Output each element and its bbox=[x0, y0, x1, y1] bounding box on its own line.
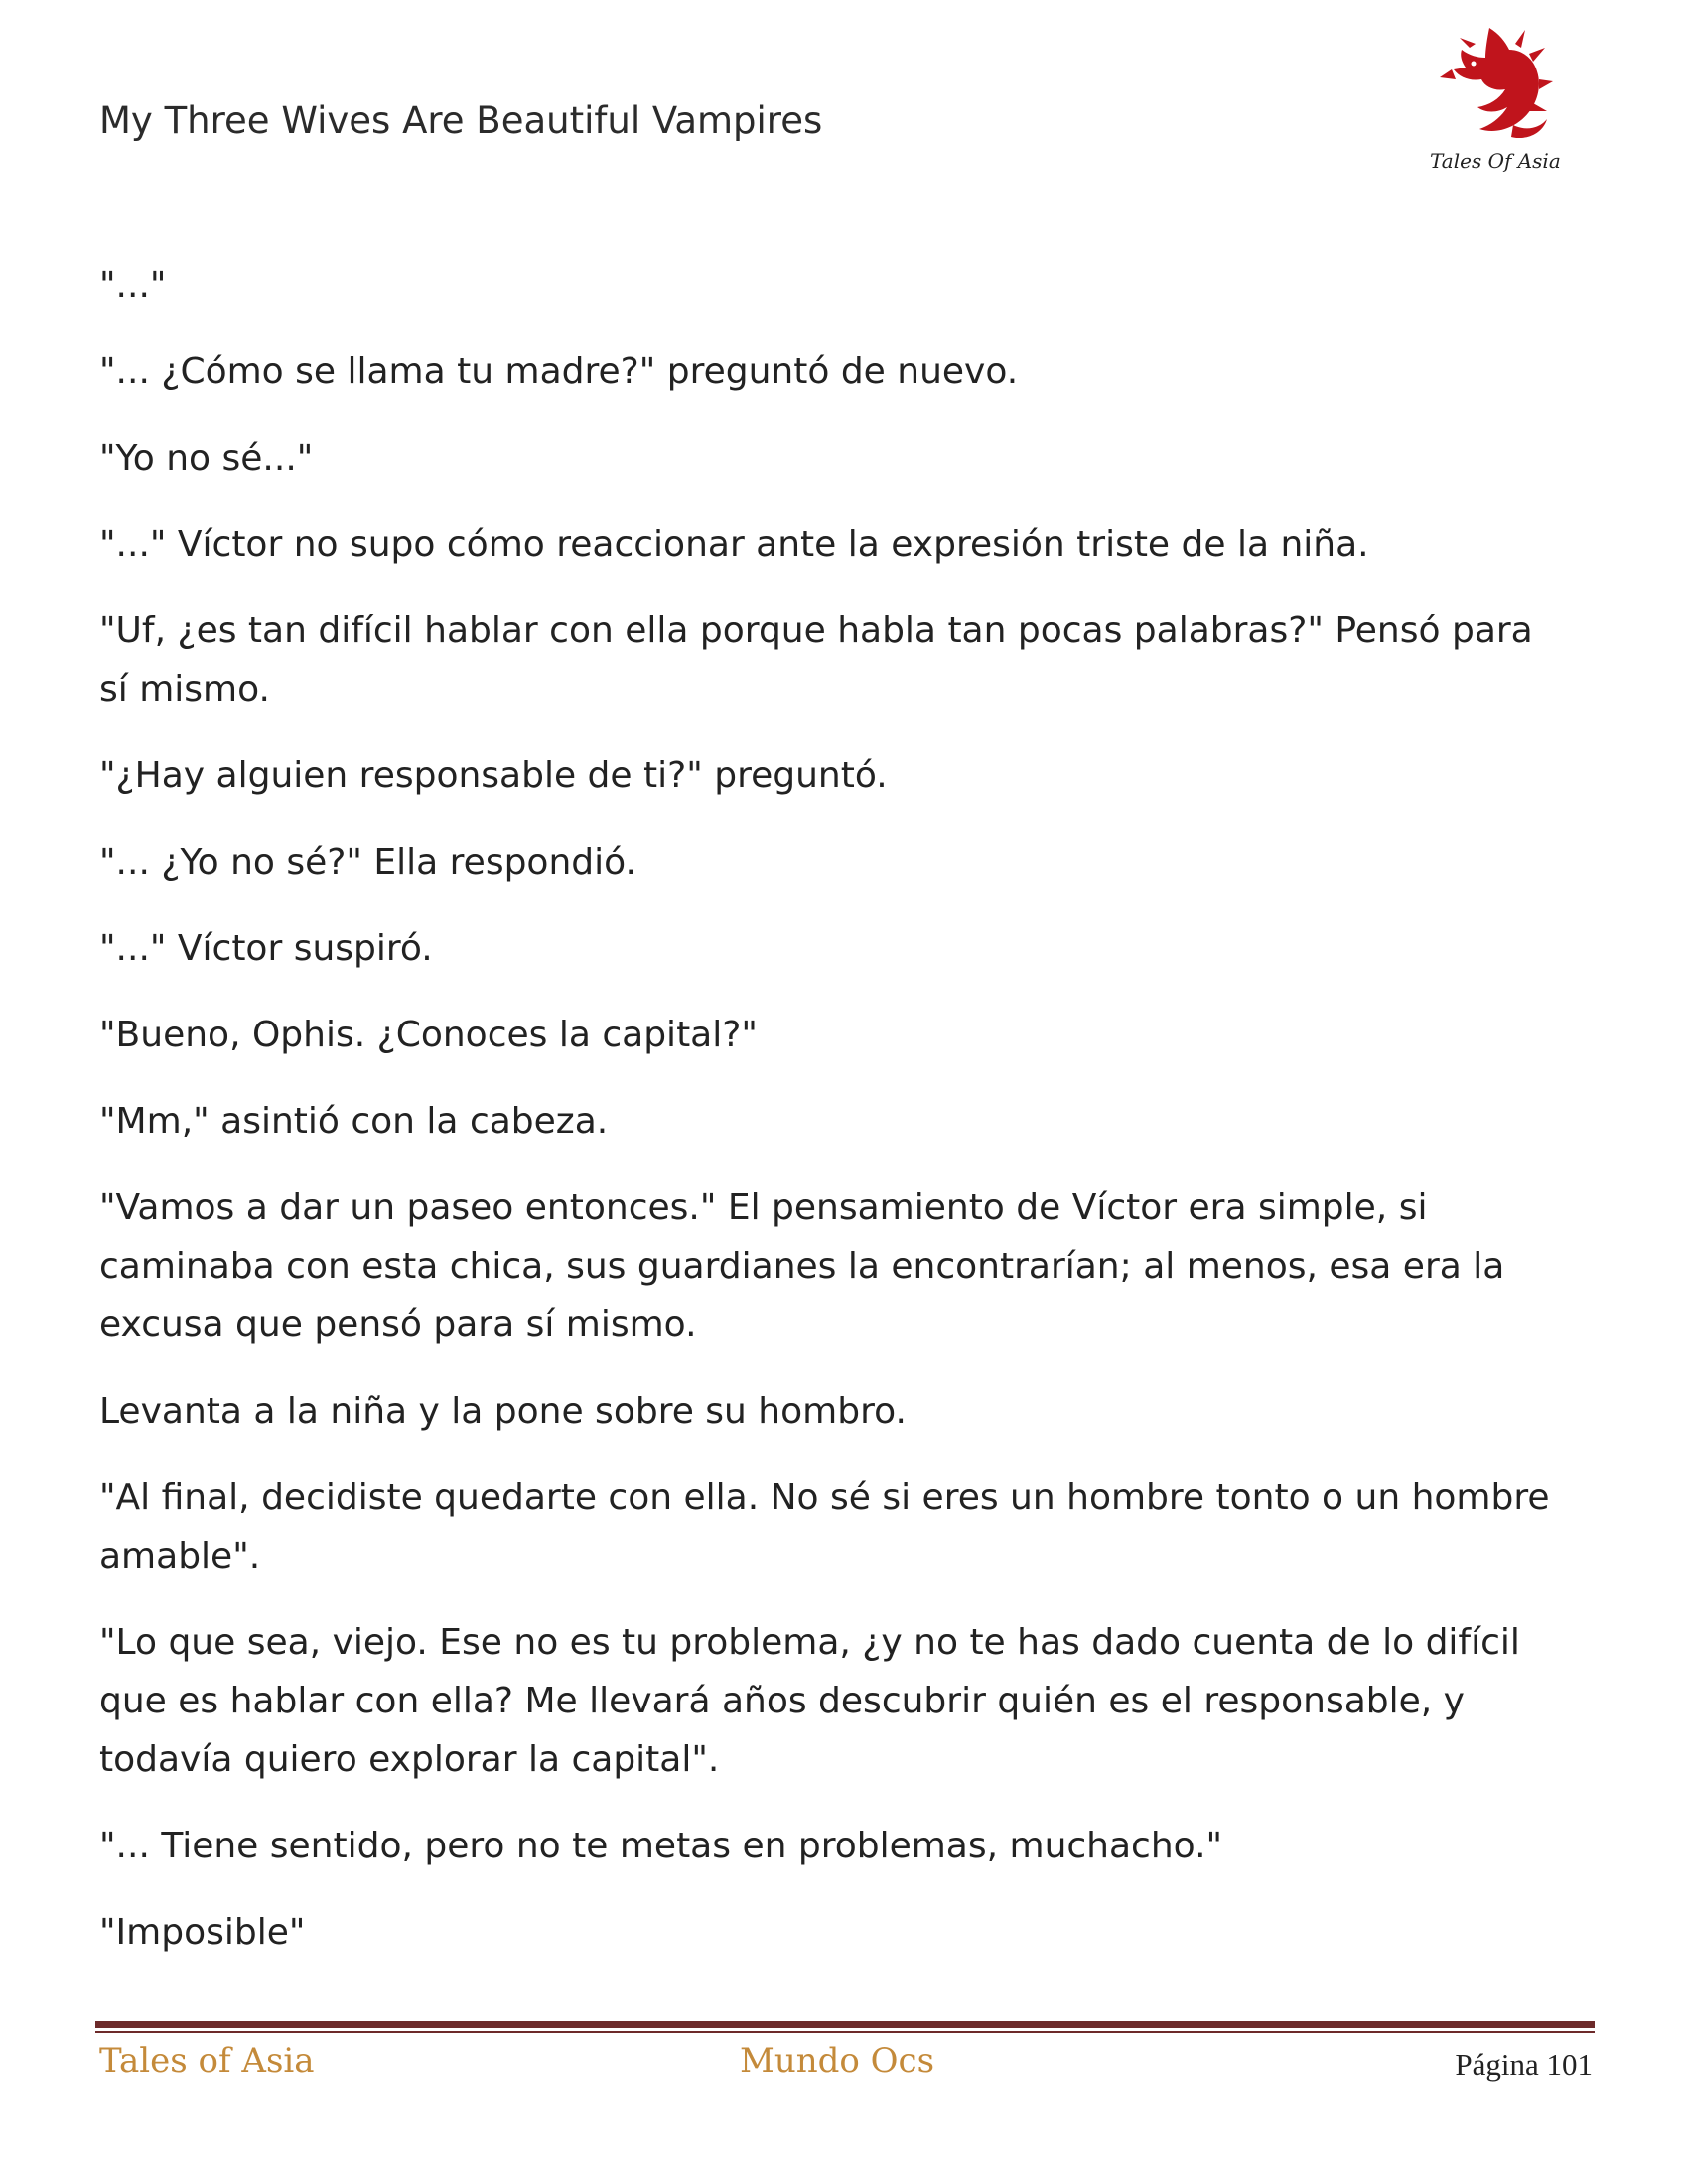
paragraph: "... Tiene sentido, pero no te metas en problemas, muchacho." bbox=[99, 1826, 1223, 1866]
paragraph: "Lo que sea, viejo. Ese no es tu problema, ¿y no te has dado cuenta de lo difícil que es hablar con ella? Me llevará años descubrir quién es el responsable, y todavía quiero explorar la capital". bbox=[99, 1622, 1520, 1780]
paragraph: "Bueno, Ophis. ¿Conoces la capital?" bbox=[99, 1015, 758, 1055]
footer-publisher: Tales of Asia bbox=[99, 2041, 315, 2081]
logo-text: Tales Of Asia bbox=[1430, 149, 1561, 173]
red-dragon-icon bbox=[1430, 20, 1559, 149]
paragraph: "Yo no sé..." bbox=[99, 438, 314, 478]
footer-section: Mundo Ocs bbox=[740, 2041, 935, 2081]
paragraph: "..." bbox=[99, 265, 167, 306]
paragraph: "Al final, decidiste quedarte con ella. No sé si eres un hombre tonto o un hombre amable". bbox=[99, 1477, 1550, 1576]
paragraph: "... ¿Cómo se llama tu madre?" preguntó de nuevo. bbox=[99, 351, 1019, 392]
paragraph: "..." Víctor suspiró. bbox=[99, 928, 433, 969]
tales-of-asia-logo bbox=[1430, 20, 1559, 184]
paragraph: "... ¿Yo no sé?" Ella respondió. bbox=[99, 842, 636, 883]
footer-rule bbox=[95, 2021, 1595, 2028]
document-body bbox=[99, 256, 1569, 1989]
paragraph: "..." Víctor no supo cómo reaccionar ante la expresión triste de la niña. bbox=[99, 524, 1369, 565]
paragraph: "Uf, ¿es tan difícil hablar con ella porque habla tan pocas palabras?" Pensó para sí mismo. bbox=[99, 611, 1533, 710]
page-number: Página 101 bbox=[1455, 2047, 1593, 2082]
paragraph: "¿Hay alguien responsable de ti?" preguntó. bbox=[99, 755, 888, 796]
paragraph: "Imposible" bbox=[99, 1912, 306, 1953]
footer-rule-thin bbox=[95, 2031, 1595, 2033]
paragraph: "Vamos a dar un paseo entonces." El pensamiento de Víctor era simple, si caminaba con esta chica, sus guardianes la encontrarían; al menos, esa era la excusa que pensó para sí mismo. bbox=[99, 1187, 1505, 1345]
paragraph: Levanta a la niña y la pone sobre su hombro. bbox=[99, 1391, 907, 1432]
document-title: My Three Wives Are Beautiful Vampires bbox=[99, 99, 823, 142]
paragraph: "Mm," asintió con la cabeza. bbox=[99, 1101, 609, 1142]
